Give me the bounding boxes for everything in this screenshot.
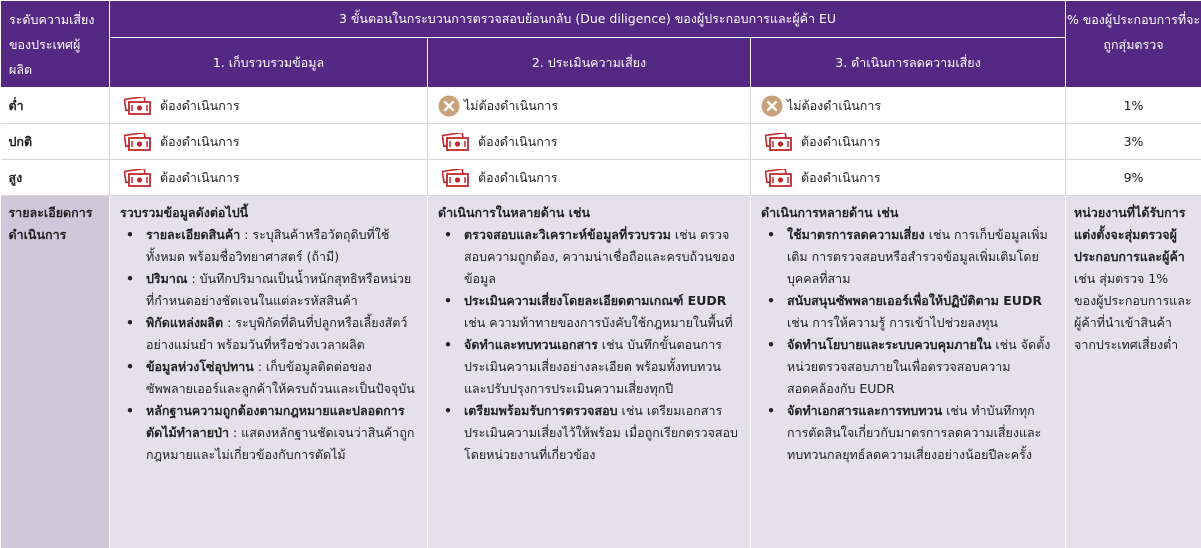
details-col1-title: รวบรวมข้อมูลดังต่อไปนี้ [120, 202, 417, 224]
item-text: : ระบุสินค้าหรือวัตถุดิบที่ใช้ทั้งหมด พร้อมชื่อวิทยาศาสตร์ (ถ้ามี) [146, 227, 389, 264]
action-text: ต้องดำเนินการ [801, 132, 881, 152]
list-item [781, 400, 1055, 466]
item-bold: รายละเอียดสินค้า [146, 227, 240, 242]
list-item [140, 312, 417, 356]
item-text: เช่น ความท้าทายของการบังคับใช้กฎหมายในพื้นที่ [464, 315, 733, 330]
steps-title-header: 3 ขั้นตอนในกระบวนการตรวจสอบย้อนกลับ (Due diligence) ของผู้ประกอบการและผู้ค้า EU [110, 1, 1066, 38]
item-text: เช่น ตรวจสอบความถูกต้อง, ความน่าเชื่อถือและครบถ้วนของข้อมูล [464, 227, 735, 286]
money-icon [124, 169, 152, 187]
item-bold: จัดทำเอกสารและการทบทวน [787, 403, 942, 418]
item-text: เช่น เตรียมเอกสารประเมินความเสี่ยงไว้ให้พร้อม เมื่อถูกเรียกตรวจสอบโดยหน่วยงานที่เกี่ยวข้อง [464, 403, 738, 462]
item-bold: ปริมาณ [146, 271, 188, 286]
action-text: ต้องดำเนินการ [478, 132, 558, 152]
item-bold: พิกัดแหล่งผลิต [146, 315, 223, 330]
list-item [781, 290, 1055, 334]
action-text: ไม่ต้องดำเนินการ [787, 96, 881, 116]
item-text: เช่น การให้ความรู้ การเข้าไปช่วยลงทุน [787, 315, 998, 330]
list-item [781, 334, 1055, 400]
action-text: ต้องดำเนินการ [478, 168, 558, 188]
item-text: : บันทึกปริมาณเป็นน้ำหนักสุทธิหรือหน่วยที่กำหนดอย่างชัดเจนในแต่ละรหัสสินค้า [146, 271, 411, 308]
list-item [140, 268, 417, 312]
details-col2-list [438, 224, 740, 466]
action-text: ต้องดำเนินการ [160, 96, 240, 116]
item-text: เช่น การเก็บข้อมูลเพิ่มเติม การตรวจสอบหรือสำรวจข้อมูลเพิ่มเติมโดยบุคคลที่สาม [787, 227, 1048, 286]
money-icon [124, 133, 152, 151]
action-text: ต้องดำเนินการ [160, 168, 240, 188]
item-text: : ระบุพิกัดที่ดินที่ปลูกหรือเลี้ยงสัตว์อย่างแม่นยำ พร้อมวันที่หรือช่วงเวลาผลิต [146, 315, 407, 352]
table-row-high [1, 160, 1201, 196]
step1-header: 1. เก็บรวบรวมข้อมูล [110, 38, 428, 88]
list-item [458, 334, 740, 400]
risk-level-header: ระดับความเสี่ยงของประเทศผู้ผลิต [1, 1, 110, 88]
action-text: ต้องดำเนินการ [801, 168, 881, 188]
pct-value: 9% [1066, 160, 1201, 196]
x-circle-icon [761, 95, 783, 117]
item-text: เช่น บันทึกขั้นตอนการประเมินความเสี่ยงอย่างละเอียด พร้อมทั้งทบทวนและปรับปรุงการประเมินความเสี่ยงทุกปี [464, 337, 722, 396]
details-col3-title: ดำเนินการหลายด้าน เช่น [761, 202, 1055, 224]
item-bold: ตรวจสอบและวิเคราะห์ข้อมูลที่รวบรวม [464, 227, 671, 242]
pct-value: 3% [1066, 124, 1201, 160]
money-icon [442, 169, 470, 187]
item-bold: เตรียมพร้อมรับการตรวจสอบ [464, 403, 618, 418]
list-item [781, 224, 1055, 290]
risk-level-label: ปกติ [1, 124, 110, 160]
list-item [140, 224, 417, 268]
action-text: ไม่ต้องดำเนินการ [464, 96, 558, 116]
step3-header: 3. ดำเนินการลดความเสี่ยง [751, 38, 1066, 88]
list-item [458, 400, 740, 466]
list-item [140, 356, 417, 400]
item-bold: หลักฐานความถูกต้องตามกฎหมายและปลอดการตัดไม้ทำลายป่า [146, 403, 405, 440]
list-item [140, 400, 417, 466]
step2-header: 2. ประเมินความเสี่ยง [428, 38, 751, 88]
risk-level-label: ต่ำ [1, 88, 110, 124]
table-row-normal [1, 124, 1201, 160]
pct-header: % ของผู้ประกอบการที่จะถูกสุ่มตรวจ [1066, 1, 1201, 88]
details-col4-bold: หน่วยงานที่ได้รับการแต่งตั้งจะสุ่มตรวจผู้ประกอบการและผู้ค้า [1074, 205, 1185, 264]
item-bold: สนับสนุนซัพพลายเออร์เพื่อให้ปฏิบัติตาม EUDR [787, 293, 1042, 308]
list-item [458, 224, 740, 290]
item-text: : เก็บข้อมูลติดต่อของซัพพลายเออร์และลูกค้าให้ครบถ้วนและเป็นปัจจุบัน [146, 359, 415, 396]
item-bold: จัดทำและทบทวนเอกสาร [464, 337, 598, 352]
money-icon [124, 97, 152, 115]
item-bold: ใช้มาตรการลดความเสี่ยง [787, 227, 925, 242]
details-row [1, 196, 1201, 548]
item-bold: จัดทำนโยบายและระบบควบคุมภายใน [787, 337, 991, 352]
details-col1-list [120, 224, 417, 466]
details-col2-title: ดำเนินการในหลายด้าน เช่น [438, 202, 740, 224]
details-col4-text: เช่น สุ่มตรวจ 1% ของผู้ประกอบการและผู้ค้าที่นำเข้าสินค้าจากประเทศเสี่ยงต่ำ [1074, 271, 1192, 352]
money-icon [442, 133, 470, 151]
table-row-low [1, 88, 1201, 124]
x-circle-icon [438, 95, 460, 117]
pct-value: 1% [1066, 88, 1201, 124]
item-text: เช่น ทำบันทึกทุกการตัดสินใจเกี่ยวกับมาตรการลดความเสี่ยงและทบทวนกลยุทธ์ลดความเสี่ยงอย่างน้อยปีละครั้ง [787, 403, 1041, 462]
item-bold: ประเมินความเสี่ยงโดยละเอียดตามเกณฑ์ EUDR [464, 293, 726, 308]
risk-level-label: สูง [1, 160, 110, 196]
details-col3-list [761, 224, 1055, 466]
action-text: ต้องดำเนินการ [160, 132, 240, 152]
list-item [458, 290, 740, 334]
item-bold: ข้อมูลห่วงโซ่อุปทาน [146, 359, 254, 374]
item-text: : แสดงหลักฐานชัดเจนว่าสินค้าถูกกฎหมายและไม่เกี่ยวข้องกับการตัดไม้ [146, 425, 414, 462]
money-icon [765, 133, 793, 151]
money-icon [765, 169, 793, 187]
details-label: รายละเอียดการดำเนินการ [1, 196, 110, 548]
item-text: เช่น จัดตั้งหน่วยตรวจสอบภายในเพื่อตรวจสอบความสอดคล้องกับ EUDR [787, 337, 1050, 396]
